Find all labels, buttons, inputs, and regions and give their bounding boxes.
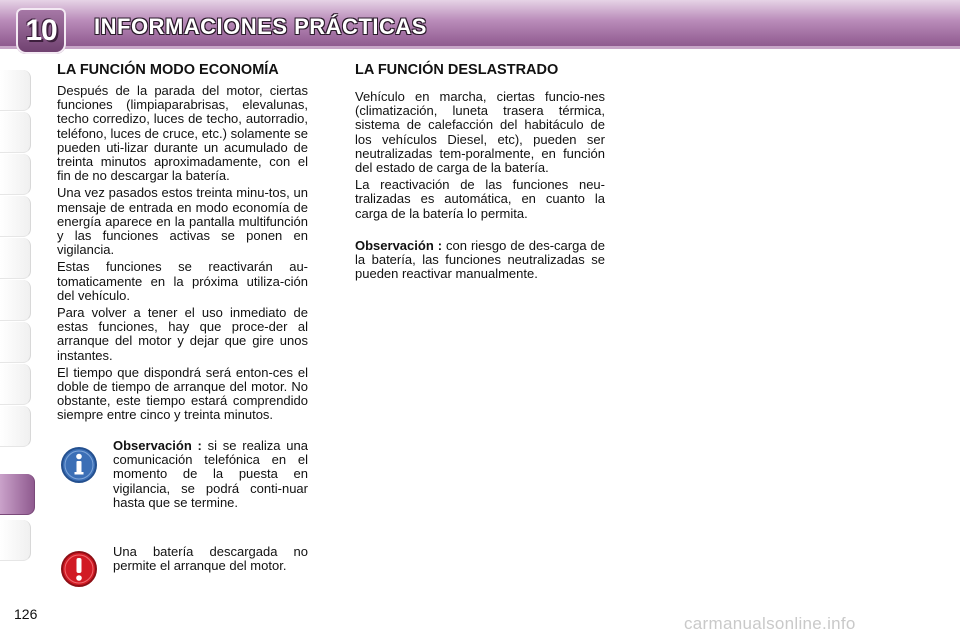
note-paragraph bbox=[355, 239, 605, 282]
side-tab-9[interactable] bbox=[0, 406, 31, 447]
side-tab-3[interactable] bbox=[0, 154, 31, 195]
chapter-side-tabs bbox=[0, 70, 34, 590]
side-tab-4[interactable] bbox=[0, 196, 31, 237]
info-note-text: si se realiza una comunicación telefónica en el momento de la puesta en vigilancia, se podrá conti-nuar hasta que se termine. bbox=[113, 438, 308, 510]
note-text: con riesgo de des-carga de la batería, las funciones neutralizadas se pueden reactivar manualmente. bbox=[355, 237, 606, 282]
section-title-load-shedding: LA FUNCIÓN DESLASTRADO bbox=[355, 62, 559, 78]
side-tab-7[interactable] bbox=[0, 322, 31, 363]
side-tab-10-active[interactable] bbox=[0, 474, 35, 515]
side-tab-6[interactable] bbox=[0, 280, 31, 321]
side-tab-11[interactable] bbox=[0, 520, 31, 561]
left-column bbox=[57, 63, 308, 426]
note-label: Observación : bbox=[355, 237, 443, 253]
side-tab-1[interactable] bbox=[0, 70, 31, 111]
page-number: 126 bbox=[14, 606, 38, 622]
info-icon bbox=[60, 446, 98, 489]
right-column bbox=[355, 63, 605, 284]
side-tab-2[interactable] bbox=[0, 112, 31, 153]
page-title: INFORMACIONES PRÁCTICAS bbox=[94, 14, 427, 39]
section-title-economy: LA FUNCIÓN MODO ECONOMÍA bbox=[57, 62, 279, 78]
paragraph: Una vez pasados estos treinta minu-tos, un mensaje de entrada en modo economía de energía aparece en la pantalla multifunción y las funciones activas se ponen en vigilancia. bbox=[57, 185, 308, 258]
paragraph: Vehículo en marcha, ciertas funcio-nes (climatización, luneta trasera térmica, sistema de calefacción del habitáculo de los vehículos Diesel, etc), pueden ser neutralizadas tem-poralmente, en función del estado de carga de la batería. bbox=[355, 89, 605, 176]
chapter-number: 10 bbox=[25, 14, 57, 47]
header-underline bbox=[0, 46, 960, 49]
side-tab-8[interactable] bbox=[0, 364, 31, 405]
info-note bbox=[113, 439, 308, 510]
paragraph: El tiempo que dispondrá será enton-ces el doble de tiempo de arranque del motor. No obstante, este tiempo estará comprendido siempre entre cinco y treinta minutos. bbox=[57, 364, 308, 423]
warning-note: Una batería descargada no permite el arranque del motor. bbox=[113, 544, 308, 574]
paragraph: Después de la parada del motor, ciertas funciones (limpiaparabrisas, elevalunas, techo corredizo, luces de techo, autorradio, teléfono, luces de cruce, etc.) solamente se pueden uti-lizar durante un acumulado de treinta minutos aproximadamente, con el fin de no descargar la batería. bbox=[57, 83, 308, 184]
info-note-label: Observación : bbox=[113, 438, 202, 453]
side-tab-5[interactable] bbox=[0, 238, 31, 279]
paragraph: Para volver a tener el uso inmediato de estas funciones, hay que proce-der al arranque del motor y dejar que gire unos instantes. bbox=[57, 305, 308, 363]
footer-watermark: carmanualsonline.info bbox=[684, 614, 856, 633]
warning-icon bbox=[60, 550, 98, 593]
paragraph: La reactivación de las funciones neu-tralizadas es automática, en cuanto la carga de la batería lo permita. bbox=[355, 177, 605, 221]
paragraph: Estas funciones se reactivarán au-tomaticamente en la próxima utiliza-ción del vehículo. bbox=[57, 259, 308, 303]
